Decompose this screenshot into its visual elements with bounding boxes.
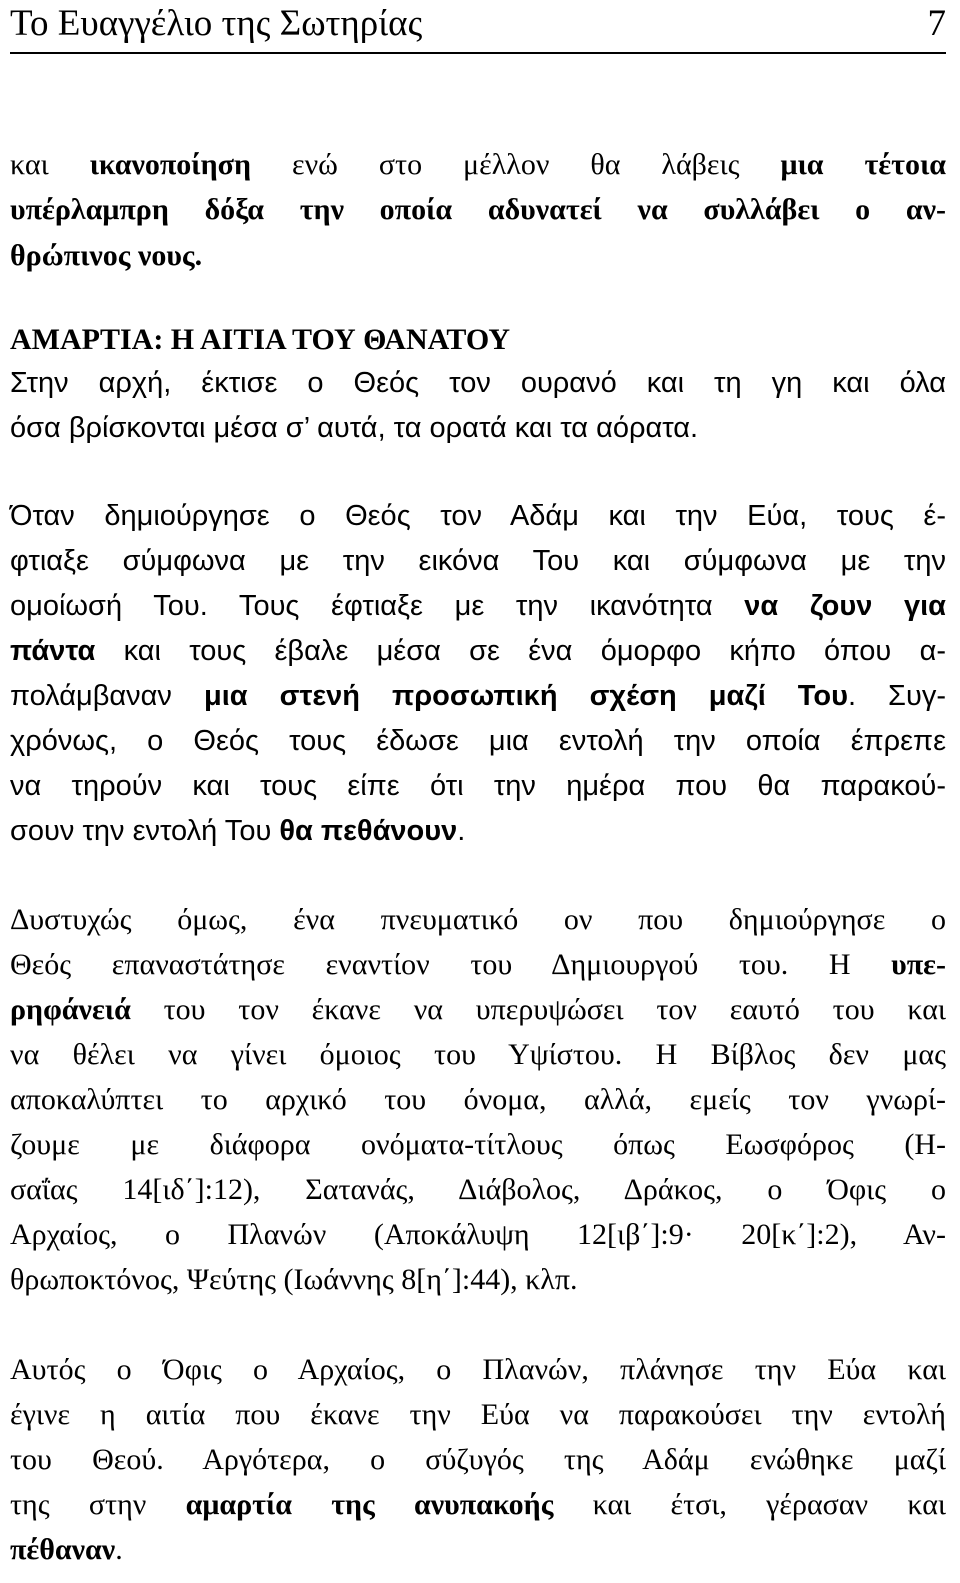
text-run: να θέλει να γίνει όμοιος του Υψίστου. Η Βίβλος δεν μας xyxy=(10,1038,946,1071)
text-line xyxy=(10,766,946,810)
text-line xyxy=(10,1260,946,1304)
text-run: σαΐας 14[ιδ΄]:12), Σατανάς, Διάβολος, Δράκος, ο Όφις ο xyxy=(10,1173,946,1206)
text-run: χρόνως, ο Θεός τους έδωσε μια εντολή την οποία έπρεπε xyxy=(10,725,946,757)
text-run: ομοίωσή Του. Τους έφτιαξε με την ικανότητα xyxy=(10,590,745,622)
text-line xyxy=(10,1125,946,1169)
text-line xyxy=(10,811,946,855)
text-line xyxy=(10,236,946,280)
text-line xyxy=(10,631,946,675)
text-run: Στην αρχή, έκτισε ο Θεός τον ουρανό και τη γη και όλα xyxy=(10,367,946,399)
text-line xyxy=(10,1395,946,1439)
text-line xyxy=(10,1530,946,1574)
text-run: και έτσι, γέρασαν και xyxy=(553,1488,946,1521)
text-line xyxy=(10,945,946,989)
text-run: πολάμβαναν xyxy=(10,680,204,712)
running-header xyxy=(10,4,946,54)
text-run: Δυστυχώς όμως, ένα πνευματικό ον που δημιούργησε ο xyxy=(10,903,946,936)
text-run: και τους έβαλε μέσα σε ένα όμορφο κήπο όπου α- xyxy=(95,635,946,667)
bold-text-run: να ζουν για xyxy=(744,590,946,622)
bold-text-run: μια στενή προσωπική σχέση μαζί Του xyxy=(203,680,848,712)
text-line xyxy=(10,145,946,189)
text-run: . xyxy=(115,1533,123,1566)
text-run: . xyxy=(457,815,466,847)
text-run: της στην xyxy=(10,1488,186,1521)
text-line xyxy=(10,676,946,720)
text-run: ενώ στο μέλλον θα λάβεις xyxy=(251,148,781,181)
text-line xyxy=(10,190,946,234)
text-line xyxy=(10,1035,946,1079)
text-line xyxy=(10,1440,946,1484)
text-run: αποκαλύπτει το αρχικό του όνομα, αλλά, εμείς τον γνωρί- xyxy=(10,1083,946,1116)
bold-text-run: ΑΜΑΡΤΙΑ: Η ΑΙΤΙΑ ΤΟΥ ΘΑΝΑΤΟΥ xyxy=(10,323,511,356)
text-run: να τηρούν και τους είπε ότι την ημέρα που θα παρακού- xyxy=(10,770,946,802)
bold-text-run: θρώπινος νους. xyxy=(10,239,203,272)
text-line xyxy=(10,496,946,540)
text-run: ζουμε με διάφορα ονόματα-τίτλους όπως Εωσφόρος (Η- xyxy=(10,1128,946,1161)
text-run: Αρχαίος, ο Πλανών (Αποκάλυψη 12[ιβ΄]:9· 20[κ΄]:2), Αν- xyxy=(10,1218,946,1251)
text-line xyxy=(10,990,946,1034)
bold-text-run: μια τέτοια xyxy=(780,148,946,181)
bold-text-run: πάντα xyxy=(10,635,96,667)
page-number: 7 xyxy=(927,3,946,44)
bold-text-run: αμαρτία της ανυπακοής xyxy=(185,1488,554,1521)
text-run: φτιαξε σύμφωνα με την εικόνα Του και σύμφωνα με την xyxy=(10,545,946,577)
bold-text-run: θα πεθάνουν xyxy=(279,815,458,847)
text-run: του Θεού. Αργότερα, ο σύζυγός της Αδάμ ενώθηκε μαζί xyxy=(10,1443,946,1476)
text-run: Όταν δημιούργησε ο Θεός τον Αδάμ και την Εύα, τους έ- xyxy=(10,500,946,532)
text-line xyxy=(10,363,946,407)
text-line xyxy=(10,900,946,944)
bold-text-run: υπε- xyxy=(891,948,946,981)
text-run: έγινε η αιτία που έκανε την Εύα να παρακούσει την εντολή xyxy=(10,1398,946,1431)
text-line xyxy=(10,1485,946,1529)
text-run: όσα βρίσκονται μέσα σ’ αυτά, τα ορατά και τα αόρατα. xyxy=(10,412,699,444)
bold-text-run: πέθαναν xyxy=(10,1533,116,1566)
text-line xyxy=(10,586,946,630)
text-run: του τον έκανε να υπερυψώσει τον εαυτό του και xyxy=(130,993,946,1026)
text-run: θρωποκτόνος, Ψεύτης (Ιωάννης 8[η΄]:44), κλπ. xyxy=(10,1263,578,1296)
text-run: . Συγ- xyxy=(847,680,946,712)
text-line xyxy=(10,408,946,452)
book-title: Το Ευαγγέλιο της Σωτηρίας xyxy=(10,3,423,44)
text-run: Θεός επαναστάτησε εναντίον του Δημιουργού του. Η xyxy=(10,948,892,981)
bold-text-run: υπέρλαμπρη δόξα την οποία αδυνατεί να συλλάβει ο αν- xyxy=(10,193,946,226)
bold-text-run: ικανοποίηση xyxy=(89,148,251,181)
text-line xyxy=(10,721,946,765)
text-line xyxy=(10,1080,946,1124)
text-line xyxy=(10,1215,946,1259)
text-run: Αυτός ο Όφις ο Αρχαίος, ο Πλανών, πλάνησε την Εύα και xyxy=(10,1353,946,1386)
bold-text-run: ρηφάνειά xyxy=(10,993,131,1026)
text-run: και xyxy=(10,148,90,181)
text-line xyxy=(10,1350,946,1394)
section-heading xyxy=(10,320,946,364)
text-line xyxy=(10,541,946,585)
text-line xyxy=(10,1170,946,1214)
text-run: σουν την εντολή Του xyxy=(10,815,280,847)
